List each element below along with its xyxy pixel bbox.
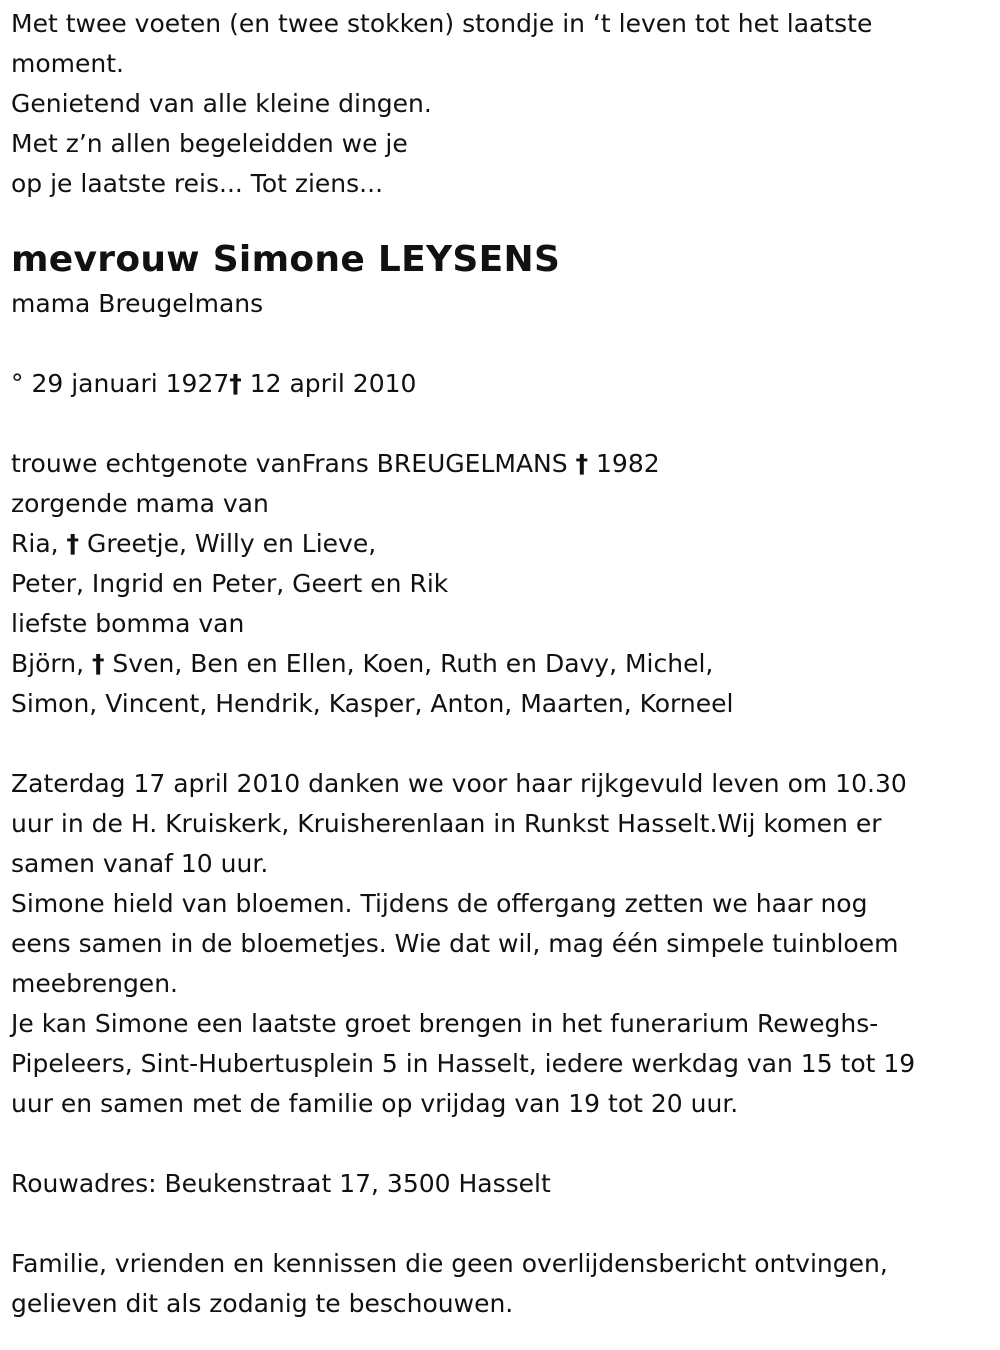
- children-text: Ria,: [11, 529, 67, 558]
- ceremony-line: Simone hield van bloemen. Tijdens de offergang zetten we haar nog: [11, 889, 868, 918]
- deceased-nickname: mama Breugelmans: [11, 289, 264, 318]
- spacer: [11, 1124, 988, 1164]
- spacer: [11, 204, 988, 236]
- cross-icon: †: [575, 449, 589, 478]
- cross-icon: †: [66, 529, 80, 558]
- poem: [11, 4, 988, 204]
- grandchildren-text: Björn,: [11, 649, 92, 678]
- birth-date: ° 29 januari 1927: [11, 369, 230, 398]
- ceremony-line: Je kan Simone een laatste groet brengen in het funerarium Reweghs-: [11, 1009, 879, 1038]
- ceremony-line: uur en samen met de familie op vrijdag van 19 tot 20 uur.: [11, 1089, 739, 1118]
- deceased-name: mevrouw Simone LEYSENS: [11, 239, 561, 280]
- spouse-year: 1982: [588, 449, 660, 478]
- spouse-text: trouwe echtgenote vanFrans BREUGELMANS: [11, 449, 576, 478]
- poem-line: Genietend van alle kleine dingen.: [11, 89, 432, 118]
- mourning-address: Rouwadres: Beukenstraat 17, 3500 Hasselt: [11, 1169, 551, 1198]
- grandmother-of-label: liefste bomma van: [11, 609, 245, 638]
- spacer: [11, 1204, 988, 1244]
- ceremony-line: meebrengen.: [11, 969, 178, 998]
- grandchildren-line: Simon, Vincent, Hendrik, Kasper, Anton, Maarten, Korneel: [11, 689, 734, 718]
- spacer: [11, 324, 988, 364]
- poem-line: Met twee voeten (en twee stokken) stondje in ‘t leven tot het laatste: [11, 9, 873, 38]
- life-dates: [11, 364, 988, 404]
- ceremony-section: [11, 764, 988, 1124]
- ceremony-line: samen vanaf 10 uur.: [11, 849, 269, 878]
- poem-line: op je laatste reis... Tot ziens...: [11, 169, 384, 198]
- children-text: Greetje, Willy en Lieve,: [79, 529, 377, 558]
- poem-line: moment.: [11, 49, 124, 78]
- death-date: 12 april 2010: [241, 369, 417, 398]
- children-line: [11, 524, 988, 564]
- closing-line: gelieven dit als zodanig te beschouwen.: [11, 1289, 514, 1318]
- spacer: [11, 404, 988, 444]
- cross-icon: †: [229, 369, 242, 398]
- ceremony-line: Pipeleers, Sint-Hubertusplein 5 in Hasselt, iedere werkdag van 15 tot 19: [11, 1049, 916, 1078]
- poem-line: Met z’n allen begeleidden we je: [11, 129, 408, 158]
- ceremony-line: uur in de H. Kruiskerk, Kruisherenlaan in Runkst Hasselt.Wij komen er: [11, 809, 882, 838]
- closing-section: [11, 1244, 988, 1324]
- closing-line: Familie, vrienden en kennissen die geen overlijdensbericht ontvingen,: [11, 1249, 888, 1278]
- mother-of-label: zorgende mama van: [11, 489, 269, 518]
- ceremony-line: eens samen in de bloemetjes. Wie dat wil, mag één simpele tuinbloem: [11, 929, 899, 958]
- ceremony-line: Zaterdag 17 april 2010 danken we voor haar rijkgevuld leven om 10.30: [11, 769, 907, 798]
- spacer: [11, 724, 988, 764]
- family-section: [11, 444, 988, 724]
- children-line: Peter, Ingrid en Peter, Geert en Rik: [11, 569, 449, 598]
- grandchildren-text: Sven, Ben en Ellen, Koen, Ruth en Davy, Michel,: [104, 649, 714, 678]
- cross-icon: †: [91, 649, 105, 678]
- spouse-line: [11, 444, 988, 484]
- grandchildren-line: [11, 644, 988, 684]
